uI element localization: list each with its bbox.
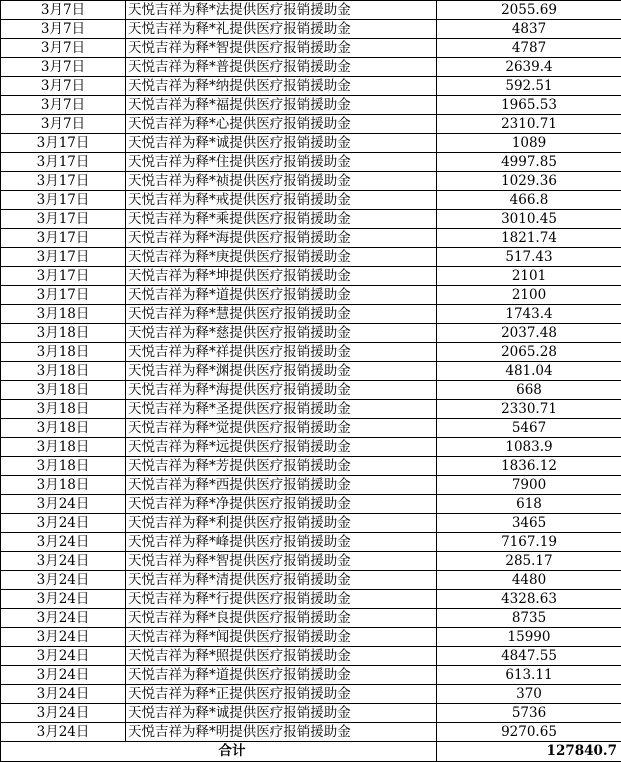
amount-cell: 1836.12 — [437, 457, 621, 476]
table-row — [1, 571, 621, 590]
date-cell: 3月24日 — [1, 609, 126, 628]
amount-cell: 2101 — [437, 267, 621, 286]
table-row — [1, 305, 621, 324]
date-cell: 3月18日 — [1, 400, 126, 419]
table-row — [1, 685, 621, 704]
amount-cell: 1743.4 — [437, 305, 621, 324]
amount-cell: 4997.85 — [437, 153, 621, 172]
date-cell: 3月24日 — [1, 571, 126, 590]
date-cell: 3月18日 — [1, 305, 126, 324]
total-label: 合计 — [1, 742, 437, 762]
date-cell: 3月17日 — [1, 134, 126, 153]
table-row — [1, 476, 621, 495]
description-cell: 天悦吉祥为释*慈提供医疗报销援助金 — [126, 324, 437, 343]
table-row — [1, 647, 621, 666]
date-cell: 3月7日 — [1, 96, 126, 115]
description-cell: 天悦吉祥为释*普提供医疗报销援助金 — [126, 58, 437, 77]
description-cell: 天悦吉祥为释*西提供医疗报销援助金 — [126, 476, 437, 495]
date-cell: 3月17日 — [1, 153, 126, 172]
table-row — [1, 495, 621, 514]
date-cell: 3月24日 — [1, 514, 126, 533]
table-row — [1, 39, 621, 58]
date-cell: 3月24日 — [1, 685, 126, 704]
amount-cell: 2639.4 — [437, 58, 621, 77]
description-cell: 天悦吉祥为释*明提供医疗报销援助金 — [126, 723, 437, 742]
amount-cell: 4480 — [437, 571, 621, 590]
table-row — [1, 286, 621, 305]
description-cell: 天悦吉祥为释*圣提供医疗报销援助金 — [126, 400, 437, 419]
amount-cell: 4328.63 — [437, 590, 621, 609]
description-cell: 天悦吉祥为释*纳提供医疗报销援助金 — [126, 77, 437, 96]
amount-cell: 5736 — [437, 704, 621, 723]
amount-cell: 592.51 — [437, 77, 621, 96]
description-cell: 天悦吉祥为释*诚提供医疗报销援助金 — [126, 704, 437, 723]
amount-cell: 1029.36 — [437, 172, 621, 191]
date-cell: 3月24日 — [1, 647, 126, 666]
amount-cell: 517.43 — [437, 248, 621, 267]
table-row — [1, 381, 621, 400]
amount-cell: 481.04 — [437, 362, 621, 381]
table-row — [1, 58, 621, 77]
amount-cell: 3010.45 — [437, 210, 621, 229]
table-row — [1, 134, 621, 153]
description-cell: 天悦吉祥为释*庚提供医疗报销援助金 — [126, 248, 437, 267]
amount-cell: 613.11 — [437, 666, 621, 685]
date-cell: 3月17日 — [1, 286, 126, 305]
table-row — [1, 96, 621, 115]
amount-cell: 1089 — [437, 134, 621, 153]
description-cell: 天悦吉祥为释*戒提供医疗报销援助金 — [126, 191, 437, 210]
amount-cell: 2310.71 — [437, 115, 621, 134]
table-row — [1, 210, 621, 229]
description-cell: 天悦吉祥为释*福提供医疗报销援助金 — [126, 96, 437, 115]
total-row — [1, 742, 621, 762]
table-row — [1, 343, 621, 362]
description-cell: 天悦吉祥为释*坤提供医疗报销援助金 — [126, 267, 437, 286]
description-cell: 天悦吉祥为释*峰提供医疗报销援助金 — [126, 533, 437, 552]
date-cell: 3月18日 — [1, 476, 126, 495]
date-cell: 3月7日 — [1, 1, 126, 20]
description-cell: 天悦吉祥为释*远提供医疗报销援助金 — [126, 438, 437, 457]
amount-cell: 1965.53 — [437, 96, 621, 115]
table-row — [1, 723, 621, 742]
table-row — [1, 1, 621, 20]
table-row — [1, 609, 621, 628]
table-row — [1, 457, 621, 476]
description-cell: 天悦吉祥为释*清提供医疗报销援助金 — [126, 571, 437, 590]
table-row — [1, 248, 621, 267]
date-cell: 3月24日 — [1, 552, 126, 571]
date-cell: 3月7日 — [1, 39, 126, 58]
table-row — [1, 20, 621, 39]
table-row — [1, 666, 621, 685]
date-cell: 3月24日 — [1, 723, 126, 742]
amount-cell: 7167.19 — [437, 533, 621, 552]
amount-cell: 3465 — [437, 514, 621, 533]
amount-cell: 4787 — [437, 39, 621, 58]
amount-cell: 2330.71 — [437, 400, 621, 419]
description-cell: 天悦吉祥为释*住提供医疗报销援助金 — [126, 153, 437, 172]
description-cell: 天悦吉祥为释*行提供医疗报销援助金 — [126, 590, 437, 609]
description-cell: 天悦吉祥为释*智提供医疗报销援助金 — [126, 39, 437, 58]
description-cell: 天悦吉祥为释*海提供医疗报销援助金 — [126, 229, 437, 248]
description-cell: 天悦吉祥为释*诚提供医疗报销援助金 — [126, 134, 437, 153]
date-cell: 3月7日 — [1, 77, 126, 96]
description-cell: 天悦吉祥为释*良提供医疗报销援助金 — [126, 609, 437, 628]
amount-cell: 5467 — [437, 419, 621, 438]
table-row — [1, 590, 621, 609]
date-cell: 3月24日 — [1, 590, 126, 609]
amount-cell: 370 — [437, 685, 621, 704]
date-cell: 3月18日 — [1, 438, 126, 457]
amount-cell: 2055.69 — [437, 1, 621, 20]
description-cell: 天悦吉祥为释*智提供医疗报销援助金 — [126, 552, 437, 571]
table-row — [1, 191, 621, 210]
description-cell: 天悦吉祥为释*净提供医疗报销援助金 — [126, 495, 437, 514]
amount-cell: 4837 — [437, 20, 621, 39]
table-row — [1, 362, 621, 381]
total-amount: 127840.7 — [437, 742, 621, 762]
description-cell: 天悦吉祥为释*渊提供医疗报销援助金 — [126, 362, 437, 381]
date-cell: 3月18日 — [1, 381, 126, 400]
date-cell: 3月18日 — [1, 457, 126, 476]
amount-cell: 2100 — [437, 286, 621, 305]
description-cell: 天悦吉祥为释*闻提供医疗报销援助金 — [126, 628, 437, 647]
date-cell: 3月17日 — [1, 248, 126, 267]
table-row — [1, 115, 621, 134]
date-cell: 3月24日 — [1, 704, 126, 723]
date-cell: 3月7日 — [1, 58, 126, 77]
description-cell: 天悦吉祥为释*海提供医疗报销援助金 — [126, 381, 437, 400]
description-cell: 天悦吉祥为释*利提供医疗报销援助金 — [126, 514, 437, 533]
table-row — [1, 77, 621, 96]
table-row — [1, 514, 621, 533]
table-row — [1, 324, 621, 343]
date-cell: 3月24日 — [1, 533, 126, 552]
amount-cell: 7900 — [437, 476, 621, 495]
description-cell: 天悦吉祥为释*心提供医疗报销援助金 — [126, 115, 437, 134]
amount-cell: 668 — [437, 381, 621, 400]
date-cell: 3月17日 — [1, 172, 126, 191]
amount-cell: 285.17 — [437, 552, 621, 571]
table-row — [1, 438, 621, 457]
date-cell: 3月18日 — [1, 419, 126, 438]
table-row — [1, 552, 621, 571]
date-cell: 3月18日 — [1, 324, 126, 343]
date-cell: 3月17日 — [1, 191, 126, 210]
description-cell: 天悦吉祥为释*祥提供医疗报销援助金 — [126, 343, 437, 362]
description-cell: 天悦吉祥为释*法提供医疗报销援助金 — [126, 1, 437, 20]
description-cell: 天悦吉祥为释*照提供医疗报销援助金 — [126, 647, 437, 666]
table-row — [1, 533, 621, 552]
table-row — [1, 628, 621, 647]
description-cell: 天悦吉祥为释*祯提供医疗报销援助金 — [126, 172, 437, 191]
date-cell: 3月17日 — [1, 267, 126, 286]
date-cell: 3月24日 — [1, 666, 126, 685]
description-cell: 天悦吉祥为释*慧提供医疗报销援助金 — [126, 305, 437, 324]
table-row — [1, 172, 621, 191]
amount-cell: 8735 — [437, 609, 621, 628]
date-cell: 3月24日 — [1, 628, 126, 647]
description-cell: 天悦吉祥为释*道提供医疗报销援助金 — [126, 666, 437, 685]
amount-cell: 618 — [437, 495, 621, 514]
description-cell: 天悦吉祥为释*乘提供医疗报销援助金 — [126, 210, 437, 229]
description-cell: 天悦吉祥为释*礼提供医疗报销援助金 — [126, 20, 437, 39]
table-row — [1, 419, 621, 438]
amount-cell: 2037.48 — [437, 324, 621, 343]
description-cell: 天悦吉祥为释*芳提供医疗报销援助金 — [126, 457, 437, 476]
date-cell: 3月18日 — [1, 343, 126, 362]
table-row — [1, 704, 621, 723]
date-cell: 3月17日 — [1, 210, 126, 229]
ledger-rows — [1, 1, 621, 742]
date-cell: 3月18日 — [1, 362, 126, 381]
description-cell: 天悦吉祥为释*正提供医疗报销援助金 — [126, 685, 437, 704]
description-cell: 天悦吉祥为释*道提供医疗报销援助金 — [126, 286, 437, 305]
table-row — [1, 153, 621, 172]
amount-cell: 466.8 — [437, 191, 621, 210]
amount-cell: 2065.28 — [437, 343, 621, 362]
amount-cell: 1083.9 — [437, 438, 621, 457]
description-cell: 天悦吉祥为释*觉提供医疗报销援助金 — [126, 419, 437, 438]
amount-cell: 1821.74 — [437, 229, 621, 248]
amount-cell: 15990 — [437, 628, 621, 647]
date-cell: 3月7日 — [1, 115, 126, 134]
date-cell: 3月17日 — [1, 229, 126, 248]
amount-cell: 9270.65 — [437, 723, 621, 742]
date-cell: 3月7日 — [1, 20, 126, 39]
table-row — [1, 267, 621, 286]
table-row — [1, 400, 621, 419]
amount-cell: 4847.55 — [437, 647, 621, 666]
table-row — [1, 229, 621, 248]
date-cell: 3月24日 — [1, 495, 126, 514]
